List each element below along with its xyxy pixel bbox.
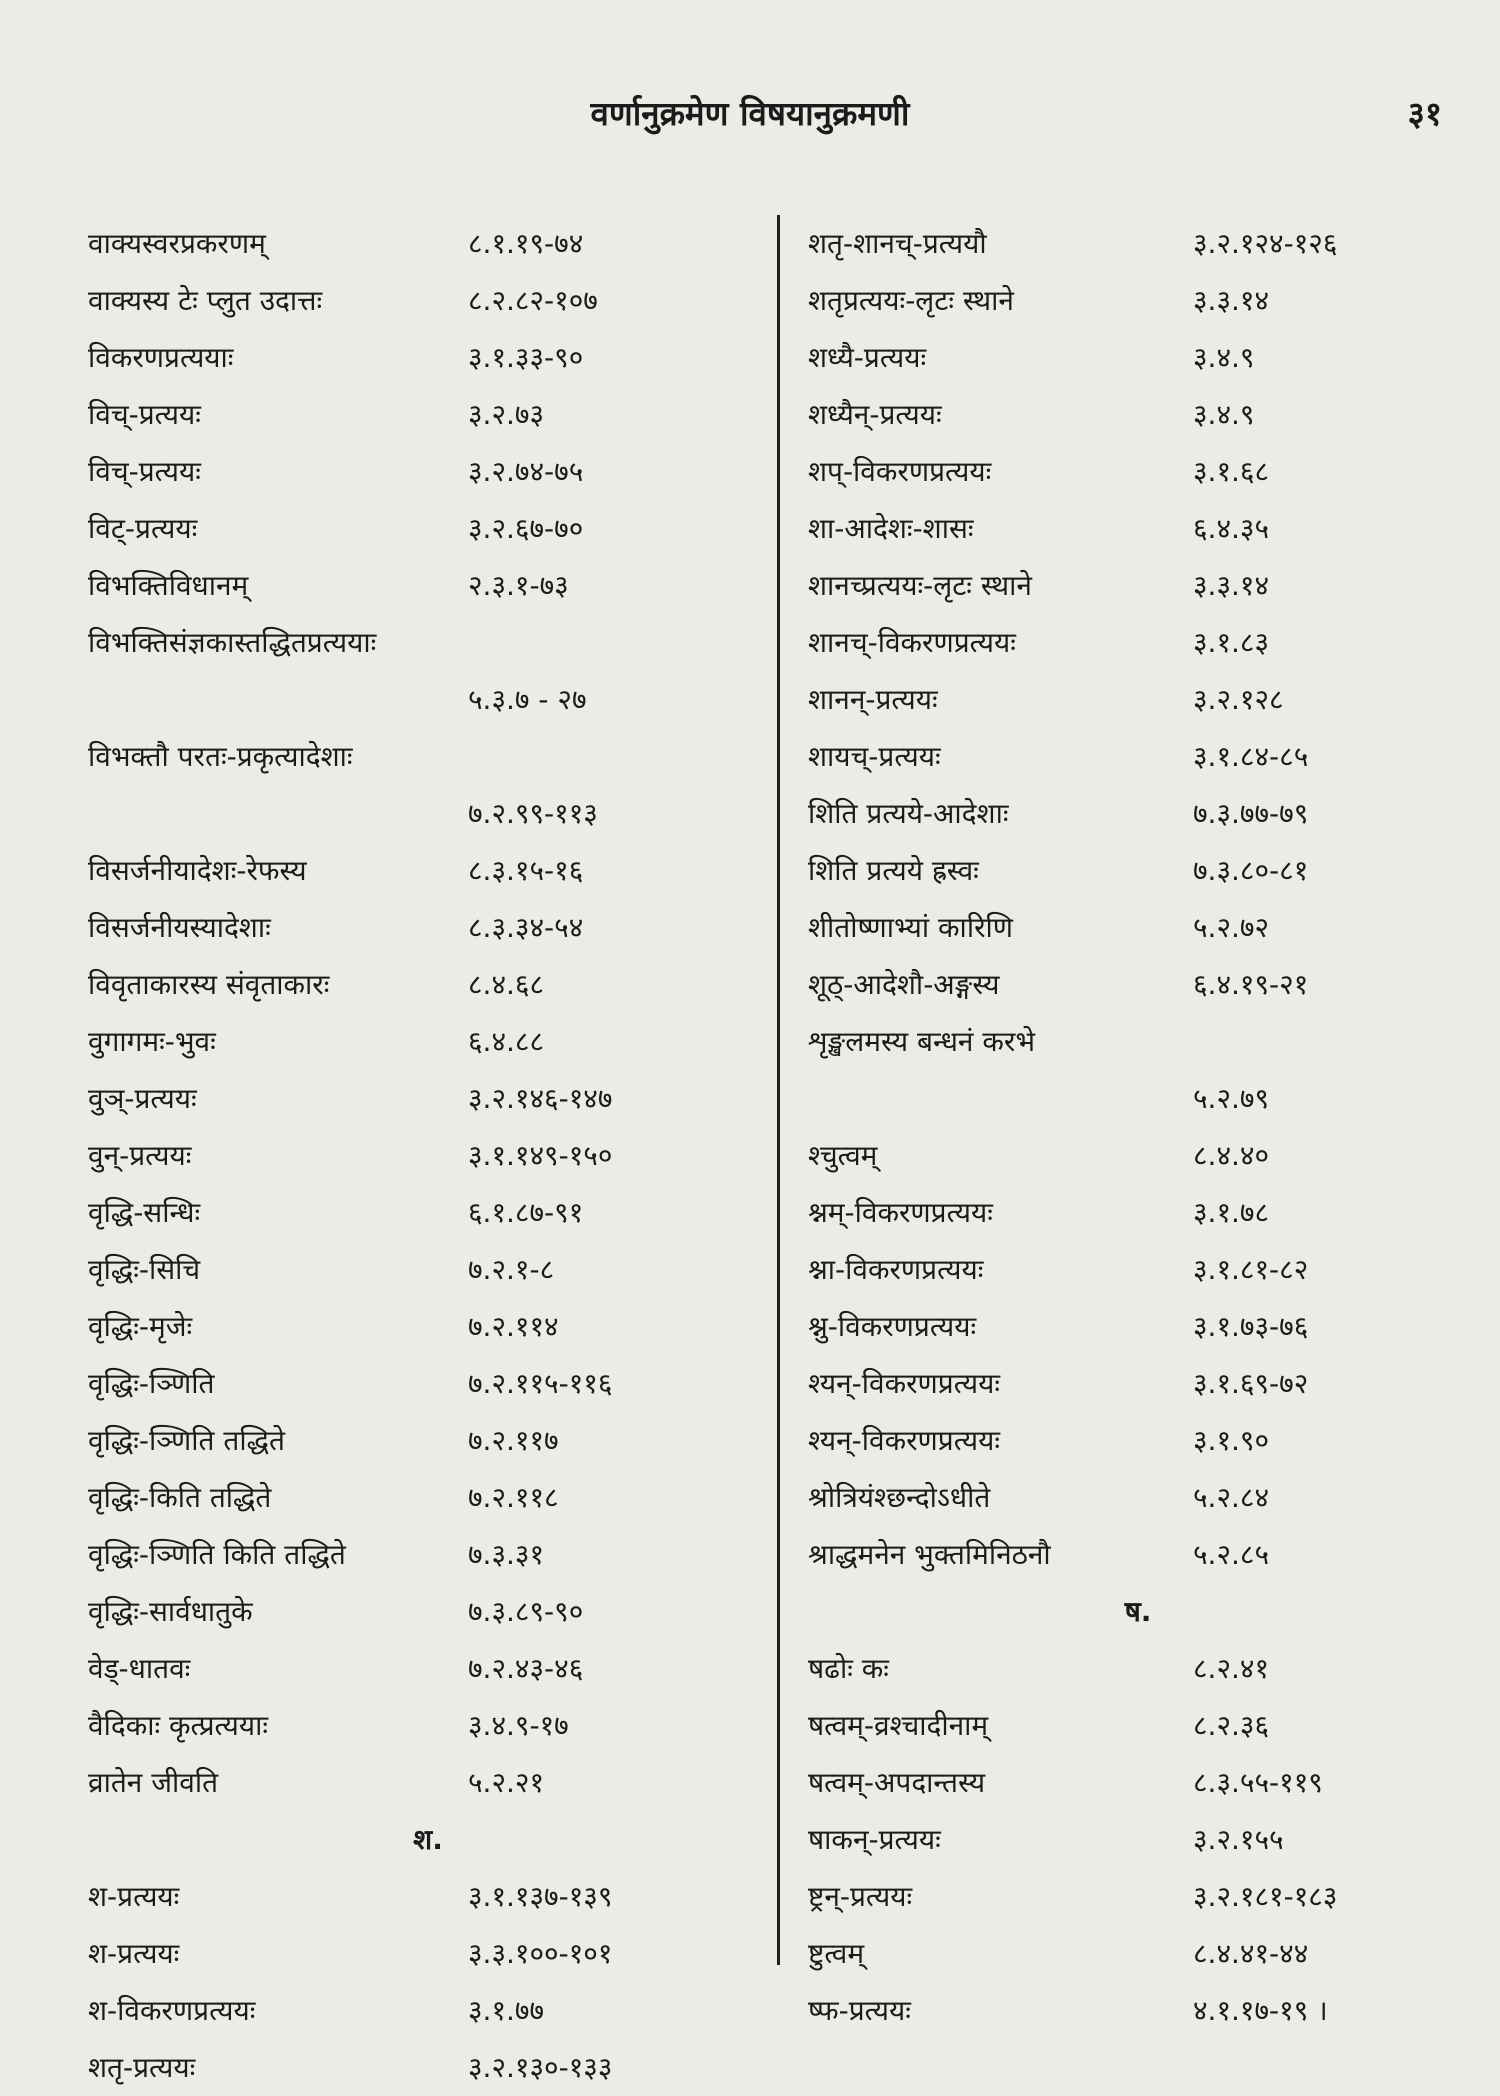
- entry-term: शिति प्रत्यये ह्रस्वः: [808, 854, 979, 887]
- entry-reference: ३.४.९-१७: [468, 1709, 569, 1742]
- entry-term: श्ना-विकरणप्रत्ययः: [808, 1253, 984, 1286]
- entry-term: शतृ-प्रत्ययः: [88, 2051, 196, 2084]
- index-entry: [808, 1925, 1468, 1982]
- entry-reference: ८.२.४१: [1193, 1652, 1270, 1685]
- entry-reference: ७.२.११७: [468, 1424, 559, 1457]
- entry-term: वृद्धिः-किति तद्धिते: [88, 1481, 272, 1514]
- index-entry: [88, 272, 768, 329]
- entry-term: विसर्जनीयस्यादेशाः: [88, 911, 271, 944]
- entry-term: शतृ-शानच्-प्रत्ययौ: [808, 227, 987, 260]
- index-entry: [808, 215, 1468, 272]
- entry-reference: ५.२.२१: [468, 1766, 545, 1799]
- index-entry: [808, 1868, 1468, 1925]
- entry-reference: ३.२.७३: [468, 398, 545, 431]
- entry-reference: ७.३.८०-८१: [1193, 854, 1309, 887]
- index-entry: [88, 1754, 768, 1811]
- index-entry: [88, 614, 768, 728]
- entry-reference: ३.२.१२४-१२६: [1193, 227, 1338, 260]
- index-entry: [88, 728, 768, 842]
- entry-term: शध्यैन्-प्रत्ययः: [808, 398, 942, 431]
- entry-reference: ७.२.९९-११३: [468, 797, 598, 830]
- index-entry: [88, 443, 768, 500]
- entry-reference: ३.३.१००-१०१: [468, 1937, 613, 1970]
- index-entry: [88, 842, 768, 899]
- entry-reference: ३.२.१४६-१४७: [468, 1082, 613, 1115]
- entry-term: वृद्धिः-सार्वधातुके: [88, 1595, 253, 1628]
- entry-term: वृद्धिः-ञ्णिति किति तद्धिते: [88, 1538, 346, 1571]
- entry-reference: ३.२.१३०-१३३: [468, 2051, 613, 2084]
- entry-term: श्राद्धमनेन भुक्तमिनिठनौ: [808, 1538, 1051, 1571]
- entry-term: श्नु-विकरणप्रत्ययः: [808, 1310, 977, 1343]
- entry-term: शा-आदेशः-शासः: [808, 512, 974, 545]
- entry-reference: ५.२.७९: [1193, 1082, 1270, 1115]
- entry-reference: ३.१.७३-७६: [1193, 1310, 1309, 1343]
- index-entry: [88, 1355, 768, 1412]
- index-entry: [808, 785, 1468, 842]
- section-letter: श.: [413, 1823, 443, 1856]
- entry-reference: ८.२.३६: [1193, 1709, 1270, 1742]
- index-entry: [808, 1640, 1468, 1697]
- entry-reference: ३.१.८४-८५: [1193, 740, 1309, 773]
- entry-reference: ८.४.६८: [468, 968, 545, 1001]
- entry-reference: ३.१.७७: [468, 1994, 545, 2027]
- entry-reference: ३.१.१३७-१३९: [468, 1880, 613, 1913]
- entry-term: वाक्यस्वरप्रकरणम्: [88, 227, 266, 260]
- entry-term: वृद्धिः-सिचि: [88, 1253, 201, 1286]
- entry-reference: ३.३.१४: [1193, 284, 1270, 317]
- entry-reference: ८.३.१५-१६: [468, 854, 584, 887]
- entry-reference: ५.३.७ - २७: [468, 683, 587, 716]
- index-entry: [808, 1241, 1468, 1298]
- entry-term: श-विकरणप्रत्ययः: [88, 1994, 256, 2027]
- index-entry: [88, 1526, 768, 1583]
- entry-reference: ७.२.११८: [468, 1481, 559, 1514]
- entry-term: ष्टुत्वम्: [808, 1937, 865, 1970]
- index-column-left: [88, 215, 768, 2096]
- index-entry: [88, 1412, 768, 1469]
- entry-reference: २.३.१-७३: [468, 569, 569, 602]
- entry-reference: ४.१.१७-१९ ।: [1193, 1994, 1328, 2027]
- entry-reference: ७.२.४३-४६: [468, 1652, 584, 1685]
- entry-reference: ३.४.९: [1193, 398, 1255, 431]
- index-entry: [808, 1526, 1468, 1583]
- entry-term: विवृताकारस्य संवृताकारः: [88, 968, 330, 1001]
- entry-term: षाकन्-प्रत्ययः: [808, 1823, 941, 1856]
- section-heading: [808, 1583, 1468, 1640]
- entry-reference: ७.२.११४: [468, 1310, 559, 1343]
- entry-reference: ७.३.७७-७९: [1193, 797, 1309, 830]
- index-entry: [88, 1583, 768, 1640]
- entry-reference: ३.३.१४: [1193, 569, 1270, 602]
- entry-term: विभक्तिविधानम्: [88, 569, 249, 602]
- entry-term: वुन्-प्रत्ययः: [88, 1139, 192, 1172]
- entry-term: विसर्जनीयादेशः-रेफस्य: [88, 854, 307, 887]
- entry-term: वुगागमः-भुवः: [88, 1025, 216, 1058]
- entry-term: शध्यै-प्रत्ययः: [808, 341, 927, 374]
- entry-term: शायच्-प्रत्ययः: [808, 740, 941, 773]
- entry-reference: ३.४.९: [1193, 341, 1255, 374]
- entry-term: वैदिकाः कृत्प्रत्ययाः: [88, 1709, 269, 1742]
- index-entry: [808, 329, 1468, 386]
- entry-term: विच्-प्रत्ययः: [88, 455, 201, 488]
- entry-term: षढोः कः: [808, 1652, 889, 1685]
- entry-term: शृङ्खलमस्य बन्धनं करभे: [808, 1025, 1036, 1058]
- entry-term: षत्वम्-अपदान्तस्य: [808, 1766, 986, 1799]
- index-entry: [88, 500, 768, 557]
- entry-reference: ६.४.८८: [468, 1025, 545, 1058]
- entry-term: विट्-प्रत्ययः: [88, 512, 198, 545]
- entry-term: ष्ट्रन्-प्रत्ययः: [808, 1880, 913, 1913]
- index-entry: [88, 1127, 768, 1184]
- entry-term: वाक्यस्य टेः प्लुत उदात्तः: [88, 284, 323, 317]
- entry-reference: ७.२.११५-११६: [468, 1367, 613, 1400]
- index-entry: [808, 557, 1468, 614]
- index-entry: [808, 272, 1468, 329]
- entry-reference: ८.२.८२-१०७: [468, 284, 598, 317]
- entry-term: शिति प्रत्यये-आदेशाः: [808, 797, 1009, 830]
- page-header: [0, 90, 1500, 150]
- index-entry: [808, 1013, 1468, 1127]
- section-letter: ष.: [1124, 1595, 1152, 1628]
- index-entry: [808, 443, 1468, 500]
- entry-reference: ३.२.१८१-१८३: [1193, 1880, 1338, 1913]
- entry-term: श्चुत्वम्: [808, 1139, 878, 1172]
- index-entry: [808, 1298, 1468, 1355]
- entry-reference: ५.२.८४: [1193, 1481, 1270, 1514]
- index-entry: [808, 614, 1468, 671]
- index-entry: [88, 386, 768, 443]
- index-entry: [808, 1469, 1468, 1526]
- entry-reference: ५.२.८५: [1193, 1538, 1270, 1571]
- index-entry: [88, 1070, 768, 1127]
- index-entry: [88, 1013, 768, 1070]
- entry-reference: ३.२.१२८: [1193, 683, 1284, 716]
- entry-reference: ३.१.६८: [1193, 455, 1270, 488]
- entry-term: शानच्-विकरणप्रत्ययः: [808, 626, 1016, 659]
- index-entry: [88, 1469, 768, 1526]
- index-entry: [808, 1184, 1468, 1241]
- index-entry: [808, 1697, 1468, 1754]
- index-entry: [808, 500, 1468, 557]
- entry-reference: ३.१.९०: [1193, 1424, 1270, 1457]
- entry-term: शतृप्रत्ययः-लृटः स्थाने: [808, 284, 1014, 317]
- index-entry: [808, 842, 1468, 899]
- index-entry: [88, 956, 768, 1013]
- index-entry: [88, 1241, 768, 1298]
- entry-term: शूठ्-आदेशौ-अङ्गस्य: [808, 968, 1000, 1001]
- index-entry: [808, 1355, 1468, 1412]
- index-entry: [808, 1811, 1468, 1868]
- entry-term: वुञ्-प्रत्ययः: [88, 1082, 197, 1115]
- index-entry: [88, 1982, 768, 2039]
- index-entry: [808, 386, 1468, 443]
- index-entry: [88, 1640, 768, 1697]
- entry-reference: ३.२.६७-७०: [468, 512, 584, 545]
- entry-term: षत्वम्-व्रश्चादीनाम्: [808, 1709, 989, 1742]
- entry-reference: ८.१.१९-७४: [468, 227, 584, 260]
- index-entry: [88, 215, 768, 272]
- entry-term: वेड्-धातवः: [88, 1652, 191, 1685]
- index-entry: [808, 728, 1468, 785]
- entry-term: श्यन्-विकरणप्रत्ययः: [808, 1367, 1000, 1400]
- entry-reference: ७.३.८९-९०: [468, 1595, 584, 1628]
- entry-reference: ७.३.३१: [468, 1538, 545, 1571]
- entry-term: विकरणप्रत्ययाः: [88, 341, 234, 374]
- index-entry: [808, 1127, 1468, 1184]
- entry-reference: ३.२.७४-७५: [468, 455, 584, 488]
- entry-reference: ८.३.५५-११९: [1193, 1766, 1323, 1799]
- entry-term: वृद्धि-सन्धिः: [88, 1196, 201, 1229]
- entry-term: श्नम्-विकरणप्रत्ययः: [808, 1196, 993, 1229]
- entry-term: व्रातेन जीवति: [88, 1766, 219, 1799]
- entry-reference: ६.४.१९-२१: [1193, 968, 1309, 1001]
- entry-term: विभक्तिसंज्ञकास्तद्धितप्रत्ययाः: [88, 626, 377, 659]
- index-entry: [88, 899, 768, 956]
- index-entry: [88, 557, 768, 614]
- entry-term: ष्फ-प्रत्ययः: [808, 1994, 911, 2027]
- entry-term: श-प्रत्ययः: [88, 1937, 180, 1970]
- entry-term: वृद्धिः-ञ्णिति: [88, 1367, 215, 1400]
- entry-reference: ५.२.७२: [1193, 911, 1270, 944]
- index-entry: [88, 1925, 768, 1982]
- index-column-right: [808, 215, 1468, 2039]
- index-entry: [88, 1184, 768, 1241]
- entry-term: शप्-विकरणप्रत्ययः: [808, 455, 992, 488]
- index-entry: [88, 329, 768, 386]
- entry-reference: ६.१.८७-९१: [468, 1196, 584, 1229]
- entry-term: श्यन्-विकरणप्रत्ययः: [808, 1424, 1000, 1457]
- index-entry: [88, 1298, 768, 1355]
- page-title: वर्णानुक्रमेण विषयानुक्रमणी: [590, 94, 910, 133]
- entry-term: वृद्धिः-मृजेः: [88, 1310, 193, 1343]
- entry-reference: ३.२.१५५: [1193, 1823, 1284, 1856]
- index-entry: [808, 671, 1468, 728]
- entry-term: शानन्-प्रत्ययः: [808, 683, 938, 716]
- entry-reference: ३.१.६९-७२: [1193, 1367, 1309, 1400]
- section-heading: [88, 1811, 768, 1868]
- page-number: ३१: [1407, 94, 1442, 133]
- entry-term: श-प्रत्ययः: [88, 1880, 180, 1913]
- entry-reference: ६.४.३५: [1193, 512, 1270, 545]
- entry-reference: ३.१.८१-८२: [1193, 1253, 1309, 1286]
- entry-reference: ३.१.७८: [1193, 1196, 1270, 1229]
- column-divider: [777, 215, 780, 1965]
- entry-reference: ७.२.१-८: [468, 1253, 555, 1286]
- entry-term: शीतोष्णाभ्यां कारिणि: [808, 911, 1014, 944]
- index-entry: [88, 1697, 768, 1754]
- entry-reference: ३.१.८३: [1193, 626, 1270, 659]
- index-entry: [88, 2039, 768, 2096]
- index-entry: [808, 899, 1468, 956]
- index-entry: [808, 1412, 1468, 1469]
- entry-term: वृद्धिः-ञ्णिति तद्धिते: [88, 1424, 285, 1457]
- entry-reference: ८.३.३४-५४: [468, 911, 584, 944]
- entry-reference: ८.४.४१-४४: [1193, 1937, 1309, 1970]
- entry-term: श्रोत्रियंश्छन्दोऽधीते: [808, 1481, 991, 1514]
- index-entry: [808, 956, 1468, 1013]
- index-entry: [808, 1754, 1468, 1811]
- entry-term: विभक्तौ परतः-प्रकृत्यादेशाः: [88, 740, 353, 773]
- entry-term: शानच्प्रत्ययः-लृटः स्थाने: [808, 569, 1032, 602]
- entry-reference: ३.१.३३-९०: [468, 341, 584, 374]
- index-entry: [808, 1982, 1468, 2039]
- entry-reference: ३.१.१४९-१५०: [468, 1139, 613, 1172]
- entry-term: विच्-प्रत्ययः: [88, 398, 201, 431]
- entry-reference: ८.४.४०: [1193, 1139, 1270, 1172]
- index-entry: [88, 1868, 768, 1925]
